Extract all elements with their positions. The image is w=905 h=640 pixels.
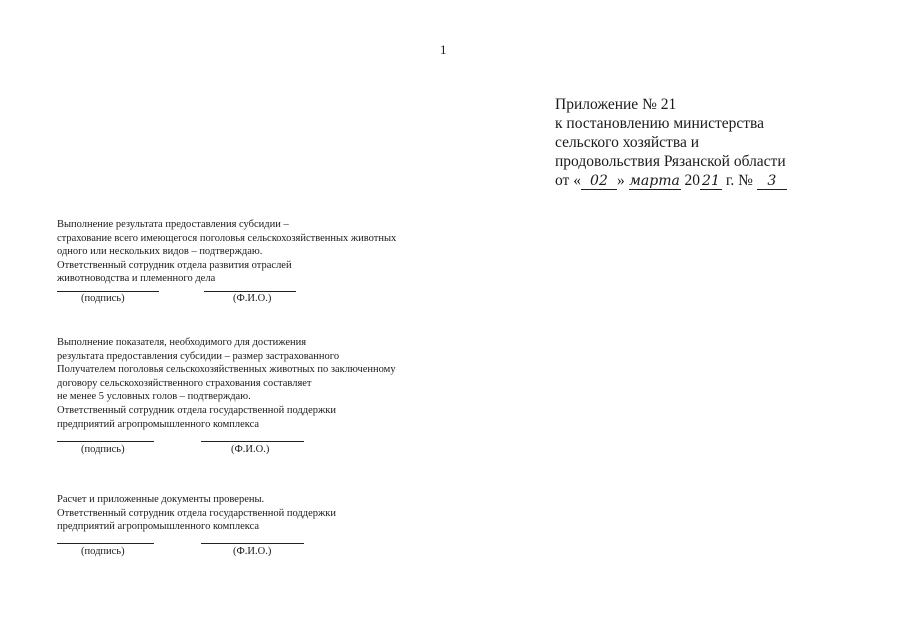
appendix-line-3: сельского хозяйства и — [555, 134, 699, 151]
confirmation-block-2 — [57, 336, 396, 431]
block3-line: Расчет и приложенные документы проверены. — [57, 494, 265, 505]
appendix-line-2: к постановлению министерства — [555, 115, 765, 132]
block1-signature-caption: (подпись) — [81, 293, 125, 304]
date-year-suffix: 21 — [700, 173, 722, 190]
block1-fio-line — [204, 291, 296, 292]
block2-line: Выполнение показателя, необходимого для достижения — [57, 337, 307, 348]
confirmation-block-3 — [57, 493, 336, 534]
appendix-line-4: продовольствия Рязанской области — [555, 153, 786, 170]
appendix-date-line — [555, 171, 787, 190]
block3-signature-line — [57, 543, 154, 544]
block3-signature-caption: (подпись) — [81, 546, 125, 557]
date-day: 02 — [581, 173, 617, 190]
block2-line: предприятий агропромышленного комплекса — [57, 418, 260, 430]
date-year-prefix: 20 — [684, 172, 700, 189]
block1-line: страхование всего имеющегося поголовья сельскохозяйственных животных — [57, 232, 397, 244]
date-day-close: » — [616, 172, 625, 189]
date-prefix: от « — [555, 172, 581, 189]
block2-line: договору сельскохозяйственного страхования составляет — [57, 377, 312, 389]
date-month: марта — [629, 173, 680, 189]
block2-line: Получателем поголовья сельскохозяйственных животных по заключенному — [57, 364, 396, 376]
appendix-title: Приложение № 21 — [555, 96, 677, 113]
page-number: 1 — [440, 42, 447, 57]
confirmation-block-1 — [57, 218, 396, 286]
number-prefix: г. № — [725, 172, 753, 189]
block1-line: животноводства и племенного дела — [57, 273, 216, 285]
block1-line: Ответственный сотрудник отдела развития отраслей — [57, 259, 292, 271]
appendix-header — [555, 95, 787, 190]
block1-fio-caption: (Ф.И.О.) — [233, 293, 272, 304]
block2-signature-line — [57, 441, 154, 442]
block2-line: не менее 5 условных голов – подтверждаю. — [57, 391, 251, 403]
block2-fio-line — [201, 441, 304, 442]
block2-signature-caption: (подпись) — [81, 444, 125, 455]
block2-line: результата предоставления субсидии – размер застрахованного — [57, 350, 340, 362]
decree-number: 3 — [757, 173, 787, 190]
block3-line: Ответственный сотрудник отдела государственной поддержки — [57, 507, 336, 519]
block1-signature-line — [57, 291, 159, 292]
block3-fio-line — [201, 543, 304, 544]
block1-line: одного или нескольких видов – подтверждаю. — [57, 246, 263, 258]
block2-line: Ответственный сотрудник отдела государственной поддержки — [57, 404, 336, 416]
block3-line: предприятий агропромышленного комплекса — [57, 521, 260, 533]
block3-fio-caption: (Ф.И.О.) — [233, 546, 272, 557]
block2-fio-caption: (Ф.И.О.) — [231, 444, 270, 455]
block1-line: Выполнение результата предоставления субсидии – — [57, 219, 289, 230]
